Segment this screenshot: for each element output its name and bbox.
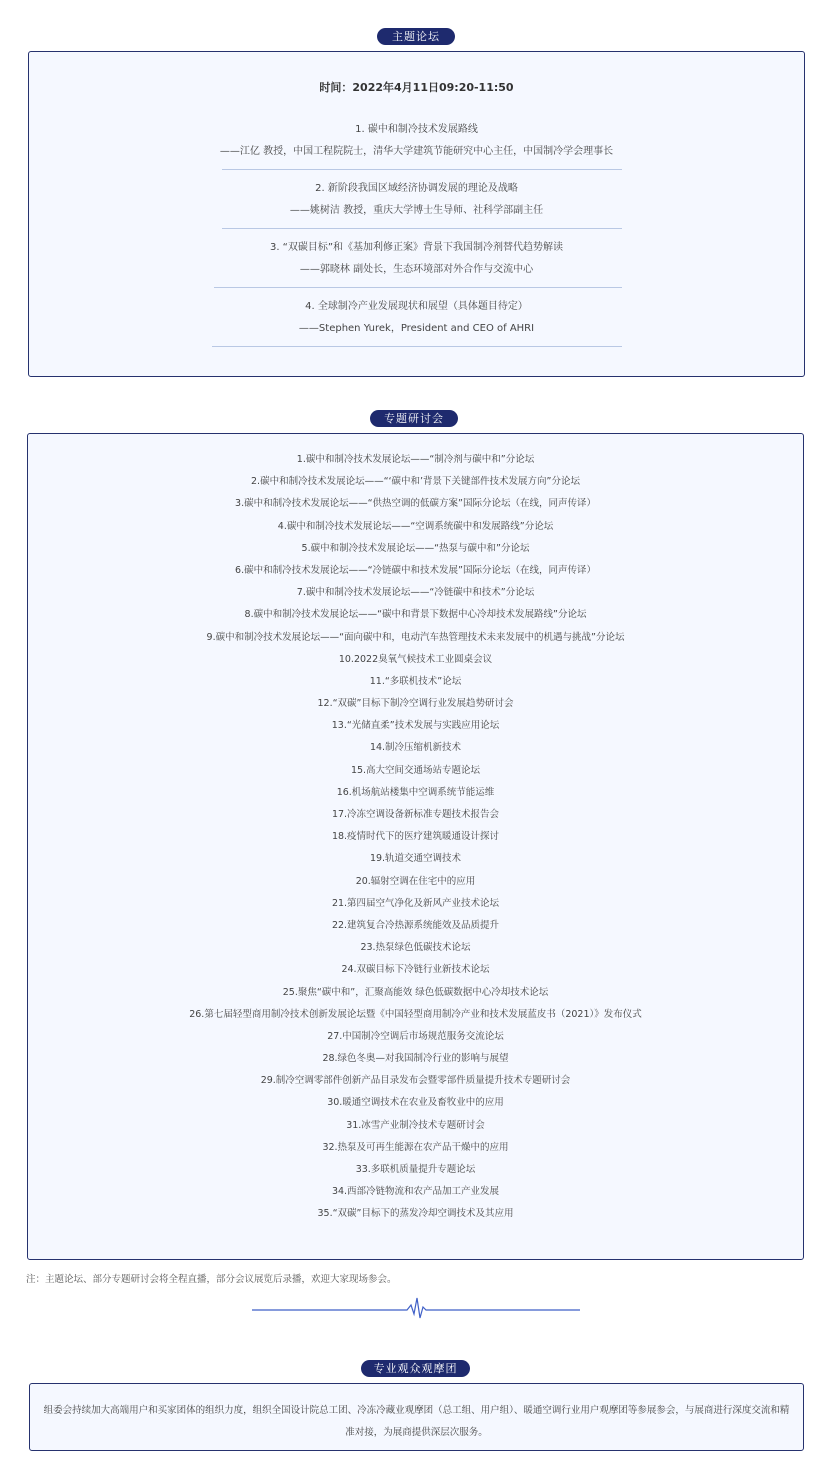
talk-divider xyxy=(212,346,622,347)
seminar-item: 18.疫情时代下的医疗建筑暖通设计探讨 xyxy=(331,831,500,843)
seminar-item: 23.热泵绿色低碳技术论坛 xyxy=(360,942,471,954)
talk-speaker: ——江亿 教授，中国工程院院士，清华大学建筑节能研究中心主任，中国制冷学会理事长 xyxy=(219,146,614,157)
seminar-item: 34.西部冷链物流和农产品加工产业发展 xyxy=(331,1186,500,1198)
talk-topic: 1. 碳中和制冷技术发展路线 xyxy=(355,124,478,135)
seminar-item: 19.轨道交通空调技术 xyxy=(369,853,462,865)
talk-item xyxy=(29,178,804,222)
note-text: 注：主题论坛、部分专题研讨会将全程直播，部分会议展览后录播，欢迎大家现场参会。 xyxy=(26,1274,397,1285)
seminar-item: 27.中国制冷空调后市场规范服务交流论坛 xyxy=(327,1030,504,1042)
seminar-item: 21.第四届空气净化及新风产业技术论坛 xyxy=(331,897,500,909)
seminar-item: 28.绿色冬奥—对我国制冷行业的影响与展望 xyxy=(322,1053,509,1065)
talk-speaker: ——姚树洁 教授，重庆大学博士生导师、社科学部副主任 xyxy=(289,205,544,216)
talk-item xyxy=(29,237,804,281)
heartbeat-divider-icon xyxy=(252,1296,580,1320)
seminar-item: 1.碳中和制冷技术发展论坛——“制冷剂与碳中和”分论坛 xyxy=(296,454,535,465)
seminar-item: 14.制冷压缩机新技术 xyxy=(369,742,462,754)
seminar-item: 9.碳中和制冷技术发展论坛——“面向碳中和，电动汽车热管理技术未来发展中的机遇与挑战”分论坛 xyxy=(206,631,625,643)
seminar-item: 2.碳中和制冷技术发展论坛——“‘碳中和’背景下关键部件技术发展方向”分论坛 xyxy=(251,476,580,488)
main-forum-box xyxy=(28,51,805,377)
talk-item xyxy=(29,296,804,340)
talk-divider xyxy=(222,169,622,170)
seminar-item: 22.建筑复合冷热源系统能效及品质提升 xyxy=(331,919,500,931)
talk-topic: 3. “双碳目标”和《基加利修正案》背景下我国制冷剂替代趋势解读 xyxy=(269,242,564,253)
talk-divider xyxy=(214,287,622,288)
talk-speaker: ——Stephen Yurek，President and CEO of AHRI xyxy=(298,323,535,334)
seminar-item: 20.辐射空调在住宅中的应用 xyxy=(355,875,476,887)
seminar-item: 10.2022臭氧气候技术工业圆桌会议 xyxy=(338,653,493,665)
seminar-item: 25.聚焦“碳中和”，汇聚高能效 绿色低碳数据中心冷却技术论坛 xyxy=(282,986,549,998)
seminar-item: 3.碳中和制冷技术发展论坛——“供热空调的低碳方案”国际分论坛（在线，同声传译） xyxy=(235,498,596,510)
seminar-item: 13.“光储直柔”技术发展与实践应用论坛 xyxy=(331,720,500,732)
talk-speaker: ——郭晓林 副处长，生态环境部对外合作与交流中心 xyxy=(299,264,534,275)
visitors-box xyxy=(29,1383,804,1451)
seminar-item: 5.碳中和制冷技术发展论坛——“热泵与碳中和”分论坛 xyxy=(301,542,530,554)
seminar-item: 26.第七届轻型商用制冷技术创新发展论坛暨《中国轻型商用制冷产业和技术发展蓝皮书（2021）》发布仪式 xyxy=(189,1008,642,1020)
talk-topic: 4. 全球制冷产业发展现状和展望（具体题目待定） xyxy=(305,301,528,312)
seminar-item: 29.制冷空调零部件创新产品目录发布会暨零部件质量提升技术专题研讨会 xyxy=(260,1075,571,1087)
talk-topic: 2. 新阶段我国区域经济协调发展的理论及战略 xyxy=(315,183,518,194)
talk-item xyxy=(29,119,804,163)
seminar-item: 30.暖通空调技术在农业及畜牧业中的应用 xyxy=(327,1097,504,1109)
seminar-item: 32.热泵及可再生能源在农产品干燥中的应用 xyxy=(322,1141,509,1153)
seminar-item: 16.机场航站楼集中空调系统节能运维 xyxy=(336,786,495,798)
main-forum-title: 主题论坛 xyxy=(377,28,455,45)
talk-divider xyxy=(222,228,622,229)
seminars-box xyxy=(27,433,804,1260)
seminar-list xyxy=(28,449,803,1226)
visitors-title: 专业观众观摩团 xyxy=(361,1360,470,1377)
seminar-item: 11.“多联机技术”论坛 xyxy=(369,675,462,687)
seminar-item: 15.高大空间交通场站专题论坛 xyxy=(350,764,481,776)
forum-time: 时间：2022年4月11日09:20-11:50 xyxy=(319,81,514,94)
seminar-item: 31.冰雪产业制冷技术专题研讨会 xyxy=(346,1119,485,1131)
seminar-item: 12.“双碳”目标下制冷空调行业发展趋势研讨会 xyxy=(317,698,514,710)
seminar-item: 4.碳中和制冷技术发展论坛——“空调系统碳中和发展路线”分论坛 xyxy=(277,520,554,532)
seminars-title: 专题研讨会 xyxy=(370,410,458,427)
seminar-item: 17.冷冻空调设备新标准专题技术报告会 xyxy=(331,809,500,820)
seminar-item: 8.碳中和制冷技术发展论坛——“碳中和背景下数据中心冷却技术发展路线”分论坛 xyxy=(244,609,587,621)
seminar-item: 6.碳中和制冷技术发展论坛——“冷链碳中和技术发展”国际分论坛（在线，同声传译） xyxy=(235,564,596,576)
seminar-item: 33.多联机质量提升专题论坛 xyxy=(355,1164,476,1175)
seminar-item: 35.“双碳”目标下的蒸发冷却空调技术及其应用 xyxy=(317,1208,514,1220)
visitors-text: 组委会持续加大高端用户和买家团体的组织力度，组织全国设计院总工团、冷冻冷藏业观摩团（总工组、用户组）、暖通空调行业用户观摩团等参展参会，与展商进行深度交流和精准对接，为展商提供深层次服务。 xyxy=(43,1405,790,1438)
seminar-item: 7.碳中和制冷技术发展论坛——“冷链碳中和技术”分论坛 xyxy=(296,587,535,599)
seminar-item: 24.双碳目标下冷链行业新技术论坛 xyxy=(341,964,490,976)
